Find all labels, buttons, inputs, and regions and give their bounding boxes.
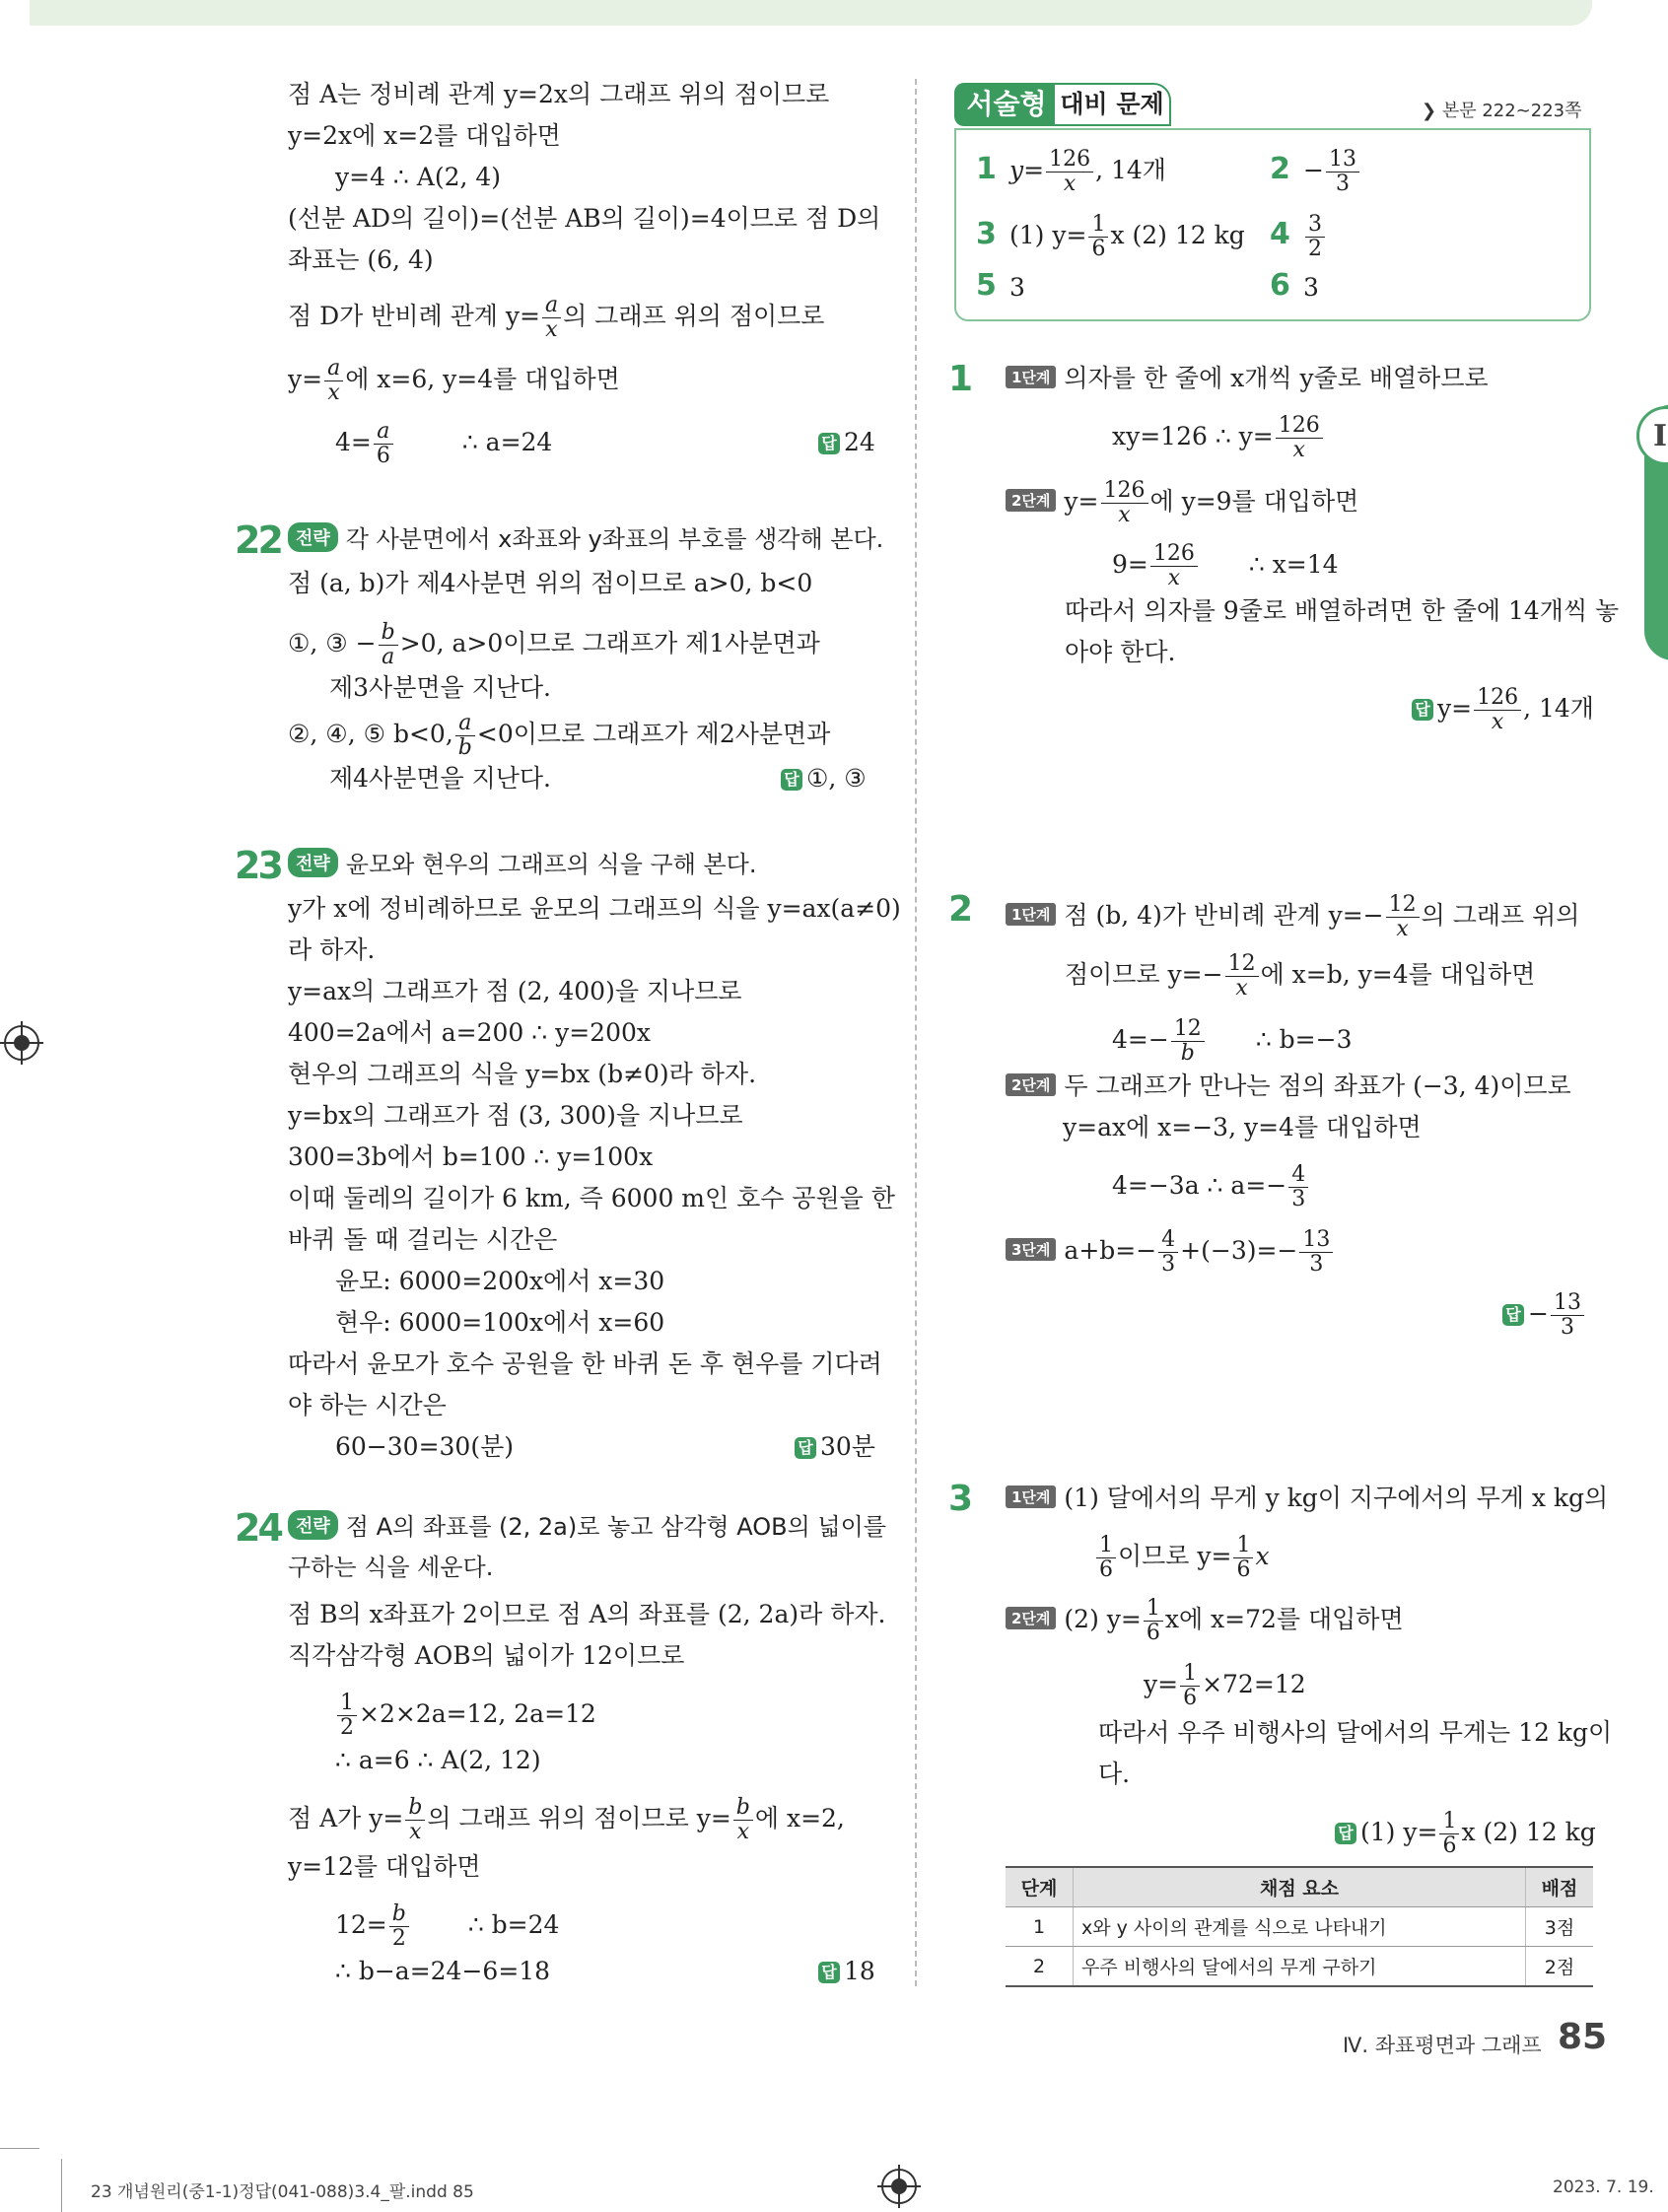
text-line: 점 (a, b)가 제4사분면 위의 점이므로 a>0, b<0 bbox=[288, 569, 813, 597]
text-line: 점 A가 y= $\frac{b}{x}$ 의 그래프 위의 점이므로 y= $\frac{b}{x}$ 에 x=2, bbox=[288, 1795, 845, 1844]
text-line: $\frac{1}{2}$ ×2×2a=12, 2a=12 bbox=[335, 1692, 596, 1740]
text-line: 윤모: 6000=200x에서 x=30 bbox=[335, 1267, 665, 1295]
text-line: 따라서 윤모가 호수 공원을 한 바퀴 돈 후 현우를 기다려 bbox=[288, 1349, 882, 1378]
problem-number: 1 bbox=[948, 359, 974, 399]
text-line: 이때 둘레의 길이가 6 km, 즉 6000 m인 호수 공원을 한 bbox=[288, 1184, 895, 1212]
table-cell: 우주 비행사의 달에서의 무게 구하기 bbox=[1074, 1947, 1526, 1987]
file-info: 23 개념원리(중1-1)정답(041-088)3.4_팔.indd 85 bbox=[91, 2182, 474, 2202]
answer-mark-icon: 답 bbox=[1335, 1823, 1356, 1844]
answer: 답 − $\frac{13}{3}$ bbox=[1502, 1291, 1586, 1340]
strategy: 전략 점 A의 좌표를 (2, 2a)로 놓고 삼각형 AOB의 넓이를 bbox=[288, 1510, 886, 1543]
text-line: y=2x에 x=2를 대입하면 bbox=[288, 121, 561, 150]
answer-mark-icon: 답 bbox=[781, 769, 802, 791]
step-badge: 3단계 bbox=[1006, 1238, 1056, 1261]
text-line: ②, ④, ⑤ b<0, $\frac{a}{b}$ <0이므로 그래프가 제2사분면과 bbox=[288, 711, 831, 760]
text-line: ∴ b−a=24−6=18 bbox=[335, 1957, 551, 1985]
text-line: 2단계 y= $\frac{126}{x}$ 에 y=9를 대입하면 bbox=[1006, 479, 1358, 527]
answer-mark-icon: 답 bbox=[1502, 1304, 1524, 1326]
text-line: 점 B의 x좌표가 2이므로 점 A의 좌표를 (2, 2a)라 하자. bbox=[288, 1600, 886, 1628]
strategy: 전략 각 사분면에서 x좌표와 y좌표의 부호를 생각해 본다. bbox=[288, 522, 883, 555]
text-line: 2단계 (2) y= $\frac{1}{6}$ x에 x=72를 대입하면 bbox=[1006, 1597, 1404, 1645]
answer-mark-icon: 답 bbox=[818, 1962, 840, 1983]
text-line: 점 D가 반비례 관계 y= $\frac{a}{x}$ 의 그래프 위의 점이므로 bbox=[288, 293, 825, 342]
summary-answer: 3 bbox=[1303, 273, 1319, 302]
step-badge: 2단계 bbox=[1006, 489, 1056, 512]
summary-answer: $\frac{3}{2}$ bbox=[1303, 213, 1327, 261]
question-number: 22 bbox=[235, 518, 281, 562]
text-line: 4=−3a ∴ a=− $\frac{4}{3}$ bbox=[1112, 1163, 1310, 1211]
text-line: 점 A는 정비례 관계 y=2x의 그래프 위의 점이므로 bbox=[288, 80, 830, 108]
text-line: (선분 AD의 길이)=(선분 AB의 길이)=4이므로 점 D의 bbox=[288, 204, 881, 233]
answer: 답 (1) y= $\frac{1}{6}$ x (2) 12 kg bbox=[1335, 1810, 1596, 1858]
scoring-table bbox=[1006, 1866, 1593, 1987]
page-reference: ❯ 본문 222∼223쪽 bbox=[1422, 101, 1582, 121]
text-line: xy=126 ∴ y= $\frac{126}{x}$ bbox=[1112, 414, 1325, 462]
table-cell: 2점 bbox=[1526, 1947, 1594, 1987]
text-line: 좌표는 (6, 4) bbox=[288, 245, 434, 274]
text-line: 2단계 두 그래프가 만나는 점의 좌표가 (−3, 4)이므로 bbox=[1006, 1071, 1571, 1102]
table-row bbox=[1006, 1947, 1593, 1987]
table-header-row bbox=[1006, 1867, 1593, 1907]
answer-summary-box: 1 y= $\frac{126}{x}$ , 14개 2 − $\frac{13}{3}$ 3 (1) y= $\frac{1}{6}$ x (2) 12 kg 4 $\frac{3}{2}$ 5 3 6 3 bbox=[954, 128, 1591, 321]
registration-mark-icon bbox=[4, 1025, 39, 1061]
text-line: y=ax에 x=−3, y=4를 대입하면 bbox=[1063, 1113, 1422, 1141]
text-line: ∴ a=6 ∴ A(2, 12) bbox=[335, 1746, 541, 1774]
text-line: y= $\frac{a}{x}$ 에 x=6, y=4를 대입하면 bbox=[288, 356, 620, 405]
text-line: y=12를 대입하면 bbox=[288, 1852, 481, 1881]
question-number: 23 bbox=[235, 844, 281, 887]
table-cell: 1 bbox=[1006, 1907, 1074, 1947]
text-line: 바퀴 돌 때 걸리는 시간은 bbox=[288, 1225, 558, 1254]
text-line: 1단계 의자를 한 줄에 x개씩 y줄로 배열하므로 bbox=[1006, 363, 1489, 394]
strategy: 구하는 식을 세운다. bbox=[288, 1554, 494, 1581]
text-line: 직각삼각형 AOB의 넓이가 12이므로 bbox=[288, 1641, 685, 1670]
answer: 답 30분 bbox=[795, 1431, 875, 1463]
text-line: 제3사분면을 지난다. bbox=[329, 673, 551, 702]
problem-number: 3 bbox=[948, 1479, 974, 1519]
text-line: 라 하자. bbox=[288, 935, 376, 964]
table-header: 배점 bbox=[1526, 1867, 1594, 1907]
answer: 답 24 bbox=[818, 427, 875, 458]
step-badge: 2단계 bbox=[1006, 1607, 1056, 1629]
text-line: y가 x에 정비례하므로 윤모의 그래프의 식을 y=ax(a≠0) bbox=[288, 894, 901, 923]
top-color-bar bbox=[30, 0, 1592, 26]
text-line: 60−30=30(분) bbox=[335, 1432, 514, 1461]
table-row bbox=[1006, 1907, 1593, 1947]
text-line: y= $\frac{1}{6}$ ×72=12 bbox=[1144, 1661, 1306, 1710]
text-line: 아야 한다. bbox=[1065, 638, 1176, 666]
crop-mark bbox=[0, 2148, 39, 2149]
summary-answer: 3 bbox=[1009, 273, 1025, 302]
chevron-right-icon: ❯ bbox=[1422, 101, 1437, 121]
answer: 답 18 bbox=[818, 1956, 875, 1987]
question-number: 24 bbox=[235, 1506, 281, 1550]
answer-mark-icon: 답 bbox=[818, 433, 840, 454]
registration-mark-icon bbox=[881, 2169, 917, 2204]
answer-mark-icon: 답 bbox=[795, 1437, 816, 1459]
table-cell: 3점 bbox=[1526, 1907, 1594, 1947]
text-line: 9= $\frac{126}{x}$ ∴ x=14 bbox=[1112, 541, 1339, 590]
strategy: 전략 윤모와 현우의 그래프의 식을 구해 본다. bbox=[288, 848, 757, 880]
answer-mark-icon: 답 bbox=[1412, 699, 1433, 721]
text-line: 4= $\frac{a}{6}$ ∴ a=24 bbox=[335, 419, 553, 468]
text-line: 1단계 점 (b, 4)가 반비례 관계 y=− $\frac{12}{x}$ 의 그래프 위의 bbox=[1006, 893, 1579, 941]
table-header: 단계 bbox=[1006, 1867, 1074, 1907]
text-line: 3단계 a+b=− $\frac{4}{3}$ +(−3)=− $\frac{13}{3}$ bbox=[1006, 1228, 1335, 1277]
section-badge: 서술형 bbox=[954, 83, 1059, 126]
table-cell: x와 y 사이의 관계를 식으로 나타내기 bbox=[1074, 1907, 1526, 1947]
text-line: 따라서 의자를 9줄로 배열하려면 한 줄에 14개씩 놓 bbox=[1065, 596, 1620, 625]
step-badge: 1단계 bbox=[1006, 1486, 1056, 1508]
crop-mark bbox=[61, 2159, 62, 2212]
summary-answer: − $\frac{13}{3}$ bbox=[1303, 148, 1361, 196]
text-line: 따라서 우주 비행사의 달에서의 무게는 12 kg이 bbox=[1098, 1718, 1613, 1747]
print-date: 2023. 7. 19. bbox=[1553, 2177, 1654, 2197]
text-line: y=4 ∴ A(2, 4) bbox=[335, 163, 502, 191]
step-badge: 2단계 bbox=[1006, 1073, 1056, 1096]
text-line: y=bx의 그래프가 점 (3, 300)을 지나므로 bbox=[288, 1101, 743, 1130]
text-line: 야 하는 시간은 bbox=[288, 1391, 447, 1419]
text-line: 현우의 그래프의 식을 y=bx (b≠0)라 하자. bbox=[288, 1060, 757, 1088]
column-divider bbox=[915, 79, 917, 1986]
text-line: $\frac{1}{6}$ 이므로 y= $\frac{1}{6}$ x bbox=[1094, 1534, 1270, 1582]
text-line: 300=3b에서 b=100 ∴ y=100x bbox=[288, 1142, 654, 1171]
page-number: 85 bbox=[1558, 2017, 1608, 2057]
summary-answer: y= $\frac{126}{x}$ , 14개 bbox=[1009, 147, 1166, 196]
text-line: y=ax의 그래프가 점 (2, 400)을 지나므로 bbox=[288, 977, 742, 1005]
answer: 답 y= $\frac{126}{x}$ , 14개 bbox=[1412, 686, 1594, 734]
text-line: 12= $\frac{b}{2}$ ∴ b=24 bbox=[335, 1901, 560, 1951]
text-line: 1단계 (1) 달에서의 무게 y kg이 지구에서의 무게 x kg의 bbox=[1006, 1483, 1608, 1514]
step-badge: 1단계 bbox=[1006, 366, 1056, 388]
text-line: 제4사분면을 지난다. bbox=[329, 764, 551, 793]
text-line: 4=− $\frac{12}{b}$ ∴ b=−3 bbox=[1112, 1016, 1353, 1066]
text-line: 400=2a에서 a=200 ∴ y=200x bbox=[288, 1018, 651, 1047]
text-line: 점이므로 y=− $\frac{12}{x}$ 에 x=b, y=4를 대입하면 bbox=[1065, 951, 1536, 1001]
text-line: 다. bbox=[1098, 1760, 1131, 1788]
text-line: 현우: 6000=100x에서 x=60 bbox=[335, 1308, 665, 1337]
chapter-side-label: Ⅰ bbox=[1636, 406, 1668, 465]
section-title: 대비 문제 bbox=[1053, 83, 1171, 126]
step-badge: 1단계 bbox=[1006, 903, 1056, 926]
table-header: 채점 요소 bbox=[1074, 1867, 1526, 1907]
chapter-title: Ⅳ. 좌표평면과 그래프 bbox=[1343, 2034, 1542, 2057]
problem-number: 2 bbox=[948, 889, 974, 930]
text-line: ①, ③ − $\frac{b}{a}$ >0, a>0이므로 그래프가 제1사분면과 bbox=[288, 620, 820, 669]
table-cell: 2 bbox=[1006, 1947, 1074, 1987]
answer: 답 ①, ③ bbox=[781, 763, 867, 795]
summary-answer: (1) y= $\frac{1}{6}$ x (2) 12 kg bbox=[1009, 212, 1245, 261]
